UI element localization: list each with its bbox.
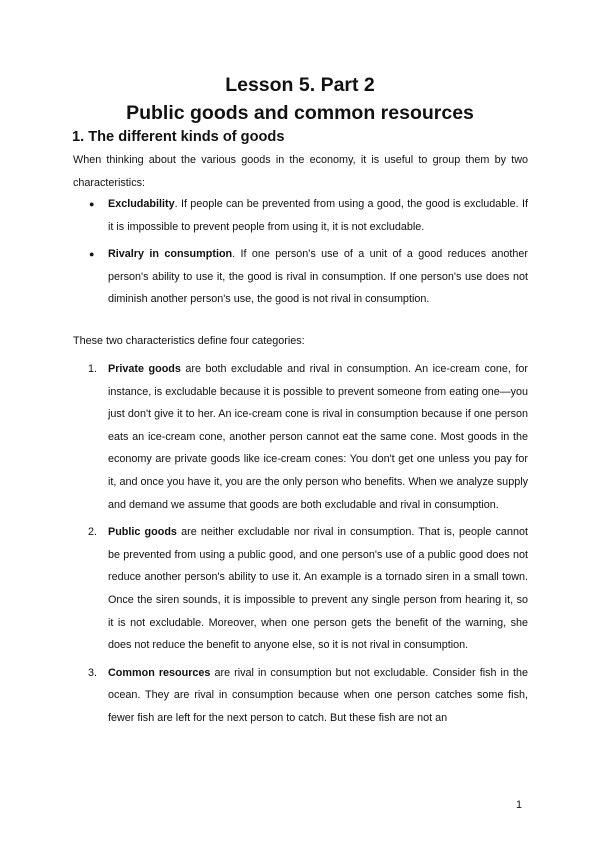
term-label: Rivalry in consumption — [108, 248, 233, 261]
term-label: Common resources — [108, 666, 211, 679]
intro-paragraph: When thinking about the various goods in the economy, it is useful to group them by two characteristics: — [73, 154, 528, 189]
term-label: Public goods — [108, 526, 177, 539]
list-item-body — [108, 662, 528, 730]
list-number: 2. — [88, 526, 98, 539]
bullet-icon: ● — [89, 249, 95, 260]
lesson-subtitle: Public goods and common resources — [126, 102, 474, 124]
list-item-private-goods — [0, 358, 528, 516]
term-description: are neither excludable nor rival in consumption. That is, people cannot be prevented from using a public good, and one person's use of a public good does not reduce another person's ability to use it. An example is a tornado siren in a small town. Once the siren sounds, it is impossible to prevent any single person from hearing it, so it is not excludable. Moreover, when one person gets the benefit of the warning, she does not reduce the benefit to anyone else, so it is not rival in consumption. — [108, 526, 529, 652]
list-item-rivalry — [0, 243, 528, 311]
list-item-common-resources — [0, 662, 528, 730]
term-description: . If one person's use of a unit of a good reduces another person's ability to use it, the good is rival in consumption. If one person's use does not diminish another person's use, the good is not rival in consumption. — [108, 248, 528, 306]
term-description: are rival in consumption but not excludable. Consider fish in the ocean. They are rival in consumption because when one person catches some fish, fewer fish are left for the next person to catch. But these fish are not an — [108, 666, 528, 724]
list-item-excludability — [0, 193, 528, 238]
bullet-icon: ● — [89, 199, 95, 209]
list-item-body — [108, 521, 528, 657]
term-description: . If people can be prevented from using a good, the good is excludable. If it is impossible to prevent people from using it, it is not excludable. — [108, 198, 528, 233]
term-description: are both excludable and rival in consumption. An ice-cream cone, for instance, is excludable because it is possible to prevent someone from eating one—you just don't give it to her. An ice-cream cone is rival in consumption because if one person eats an ice-cream cone, another person cannot eat the same cone. Most goods in the economy are private goods like ice-cream cones: You don't get one unless you pay for it, and once you have it, you are the only person who benefits. When we analyze supply and demand we assume that goods are both excludable and rival in consumption. — [108, 363, 528, 511]
list-item-body — [108, 243, 528, 311]
list-item-body — [108, 358, 528, 516]
categories-intro: These two characteristics define four categories: — [73, 335, 305, 347]
list-item-body — [108, 193, 528, 238]
lesson-title: Lesson 5. Part 2 — [225, 74, 375, 96]
list-number: 1. — [88, 363, 98, 375]
term-label: Private goods — [108, 363, 181, 375]
characteristics-list — [0, 193, 528, 316]
section-heading: 1. The different kinds of goods — [72, 129, 285, 145]
list-number: 3. — [88, 666, 98, 679]
term-label: Excludability — [108, 198, 175, 210]
list-item-public-goods — [0, 521, 528, 657]
page-number: 1 — [516, 799, 523, 811]
categories-list — [0, 358, 528, 735]
